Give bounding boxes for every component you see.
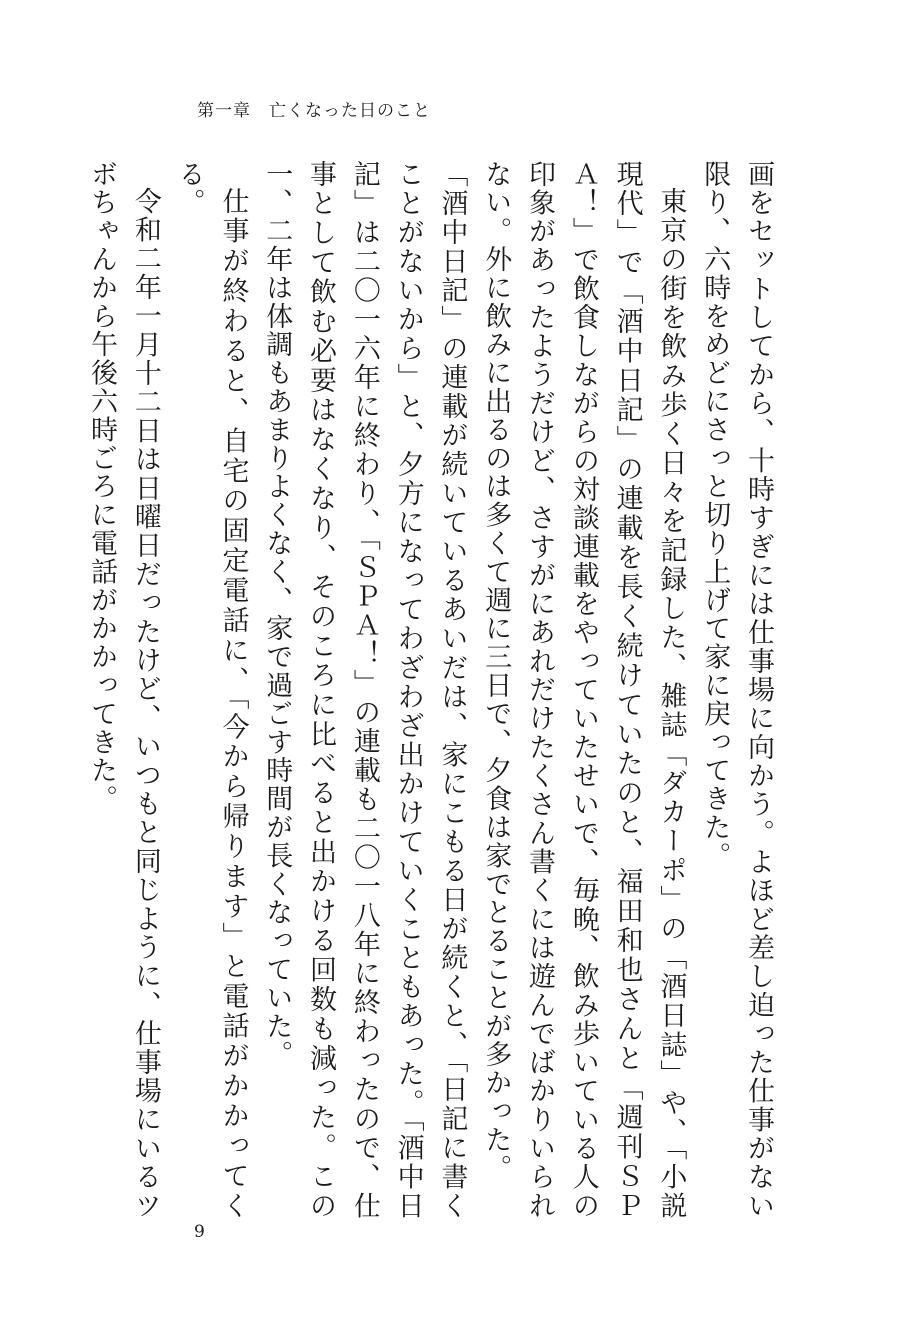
page-number: 9 [194,1222,205,1242]
body-text [86,160,780,1220]
paragraph: 画をセットしてから、十時すぎには仕事場に向かう。よほど差し迫った仕事がない限り、六時をめどにさっと切り上げて家に戻ってきた。 [699,160,774,1220]
paragraph: 東京の街を飲み歩く日々を記録した、雑誌「ダカーポ」の「酒日誌」や、「小説現代」で「酒中日記」の連載を長く続けていたのと、福田和也さんと「週刊ＳＰＡ！」で飲食しながらの対談連載をやっていたせいで、毎晩、飲み歩いている人の印象があったようだけど、さすがにあれだけたくさん書くには遊んでばかりいられない。外に飲みに出るのは多くて週に三日で、夕食は家でとることが多かった。 [480,160,687,1220]
paragraph: 仕事が終わると、自宅の固定電話に、「今から帰ります」と電話がかかってくる。 [173,160,249,1220]
paragraph: 「酒中日記」の連載が続いているあいだは、家にこもる日が続くと、「日記に書くことがないから」と、夕方になってわざわざ出かけていくこともあった。「酒中日記」は二〇一六年に終わり、「ＳＰＡ！」の連載も二〇一八年に終わったので、仕事として飲む必要はなくなり、そのころに比べると出かける回数も減った。この一、二年は体調もあまりよくなく、家で過ごす時間が長くなっていた。 [261,160,468,1220]
running-head: 第一章 亡くなった日のこと [197,101,431,121]
paragraph: 令和二年一月十二日は日曜日だったけど、いつもと同じように、仕事場にいるツボちゃんから午後六時ごろに電話がかかってきた。 [86,160,161,1220]
